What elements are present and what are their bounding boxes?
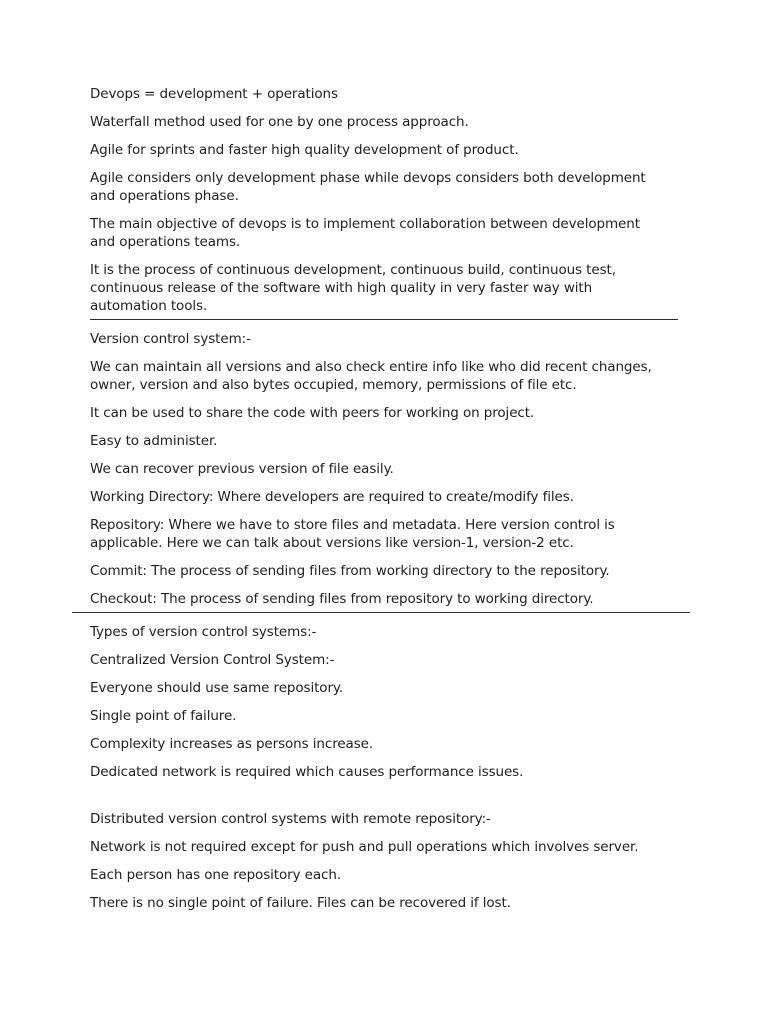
paragraph: [90, 169, 678, 205]
paragraph: [90, 261, 678, 320]
paragraph-line: Devops = development + operations: [90, 86, 338, 102]
paragraph-line: Types of version control systems:-: [90, 624, 317, 640]
paragraph-line: Version control system:-: [90, 331, 251, 347]
paragraph-line: Single point of failure.: [90, 708, 237, 724]
paragraph-line: The main objective of devops is to implement collaboration between development: [90, 216, 640, 232]
paragraph: [90, 215, 678, 251]
paragraph-line: We can maintain all versions and also check entire info like who did recent changes,: [90, 359, 652, 375]
paragraph-line: Everyone should use same repository.: [90, 680, 344, 696]
paragraph: [90, 763, 678, 781]
paragraph-line: Repository: Where we have to store files and metadata. Here version control is: [90, 517, 615, 533]
paragraph-line: Checkout: The process of sending files from repository to working directory.: [90, 591, 594, 607]
paragraph-line: Each person has one repository each.: [90, 867, 342, 883]
document-body: [90, 85, 678, 922]
paragraph-line: applicable. Here we can talk about versions like version-1, version-2 etc.: [90, 535, 574, 551]
paragraph: [90, 707, 678, 725]
paragraph-line: Distributed version control systems with remote repository:-: [90, 811, 491, 827]
paragraph-line: Network is not required except for push and pull operations which involves server.: [90, 839, 639, 855]
paragraph: [90, 516, 678, 552]
paragraph-line: Dedicated network is required which causes performance issues.: [90, 764, 524, 780]
paragraph: [90, 460, 678, 478]
paragraph: [90, 866, 678, 884]
paragraph-line: We can recover previous version of file easily.: [90, 461, 394, 477]
paragraph-line: It can be used to share the code with peers for working on project.: [90, 405, 535, 421]
paragraph: [90, 838, 678, 856]
paragraph-line: Easy to administer.: [90, 433, 218, 449]
paragraph: [90, 358, 678, 394]
section-divider-line: [72, 612, 690, 613]
paragraph-line: Agile for sprints and faster high quality development of product.: [90, 142, 519, 158]
paragraph: [90, 330, 678, 348]
paragraph-line: continuous release of the software with high quality in very faster way with: [90, 280, 593, 296]
paragraph-line: Commit: The process of sending files from working directory to the repository.: [90, 563, 610, 579]
paragraph-line: owner, version and also bytes occupied, memory, permissions of file etc.: [90, 377, 577, 393]
paragraph-line: There is no single point of failure. Files can be recovered if lost.: [90, 895, 511, 911]
paragraph-line: Agile considers only development phase while devops considers both development: [90, 170, 646, 186]
paragraph: [90, 590, 678, 613]
paragraph-line: automation tools.: [90, 298, 208, 314]
paragraph: [90, 894, 678, 912]
paragraph: [90, 735, 678, 753]
paragraph-line: Complexity increases as persons increase.: [90, 736, 374, 752]
paragraph: [90, 113, 678, 131]
paragraph: [90, 651, 678, 669]
paragraph-line: Centralized Version Control System:-: [90, 652, 335, 668]
paragraph-line: and operations phase.: [90, 188, 239, 204]
paragraph: [90, 85, 678, 103]
paragraph-line: and operations teams.: [90, 234, 241, 250]
paragraph: [90, 623, 678, 641]
section-divider-line: [90, 319, 678, 320]
paragraph-line: It is the process of continuous development, continuous build, continuous test,: [90, 262, 616, 278]
paragraph: [90, 488, 678, 506]
paragraph-line: Working Directory: Where developers are required to create/modify files.: [90, 489, 574, 505]
paragraph: [90, 432, 678, 450]
paragraph: [90, 404, 678, 422]
paragraph-line: Waterfall method used for one by one process approach.: [90, 114, 469, 130]
paragraph: [90, 810, 678, 828]
paragraph: [90, 141, 678, 159]
paragraph: [90, 679, 678, 697]
paragraph: [90, 562, 678, 580]
